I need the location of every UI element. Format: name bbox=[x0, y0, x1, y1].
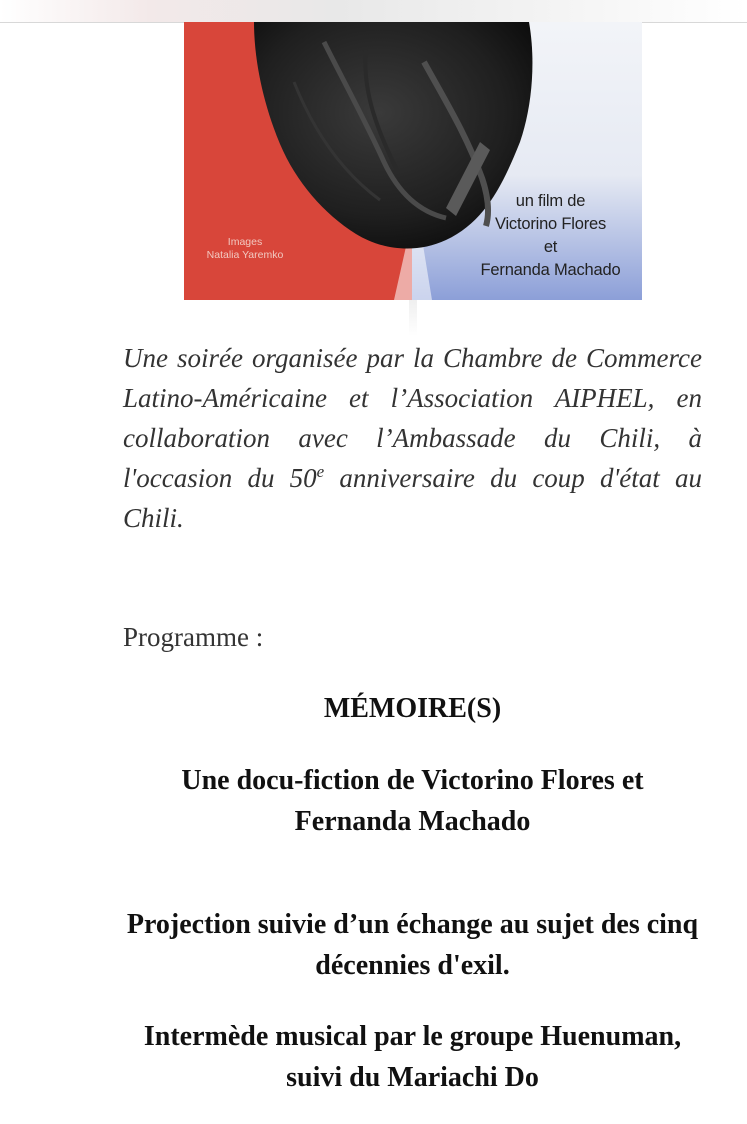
intro-text-part1: Une soirée organisée par la Chambre de Commerce Latino-Américaine et l’Association AIPHEL, en collaboration avec l’Ambassade du Chili, à l'occasion du 50 bbox=[123, 343, 702, 493]
ordinal-superscript: e bbox=[316, 462, 325, 481]
film-credit-line: un film de bbox=[515, 192, 586, 210]
image-credit bbox=[192, 236, 298, 262]
film-credit-director-2: Fernanda Machado bbox=[480, 261, 621, 279]
browser-top-bar bbox=[0, 0, 747, 23]
docu-fiction-credit: Une docu-fiction de Victorino Flores et Fernanda Machado bbox=[181, 765, 644, 837]
intro-text-part2: anniversaire du coup d'état au Chili. bbox=[123, 463, 702, 533]
decorative-divider bbox=[409, 300, 417, 336]
musical-interlude: Intermède musical par le groupe Huenuman, suivi du Mariachi Do bbox=[143, 1021, 682, 1093]
intro-paragraph bbox=[123, 338, 702, 538]
projection-description: Projection suivie d’un échange au sujet des cinq décennies d'exil. bbox=[126, 909, 699, 981]
film-credit-and: et bbox=[543, 238, 558, 256]
film-credit-director-1: Victorino Flores bbox=[494, 215, 607, 233]
image-credit-name: Natalia Yaremko bbox=[206, 249, 284, 261]
image-credit-label: Images bbox=[227, 236, 263, 248]
film-poster-image bbox=[184, 22, 642, 300]
event-title: MÉMOIRE(S) bbox=[323, 693, 502, 724]
programme-label: Programme : bbox=[123, 622, 264, 652]
film-credit bbox=[463, 190, 638, 282]
